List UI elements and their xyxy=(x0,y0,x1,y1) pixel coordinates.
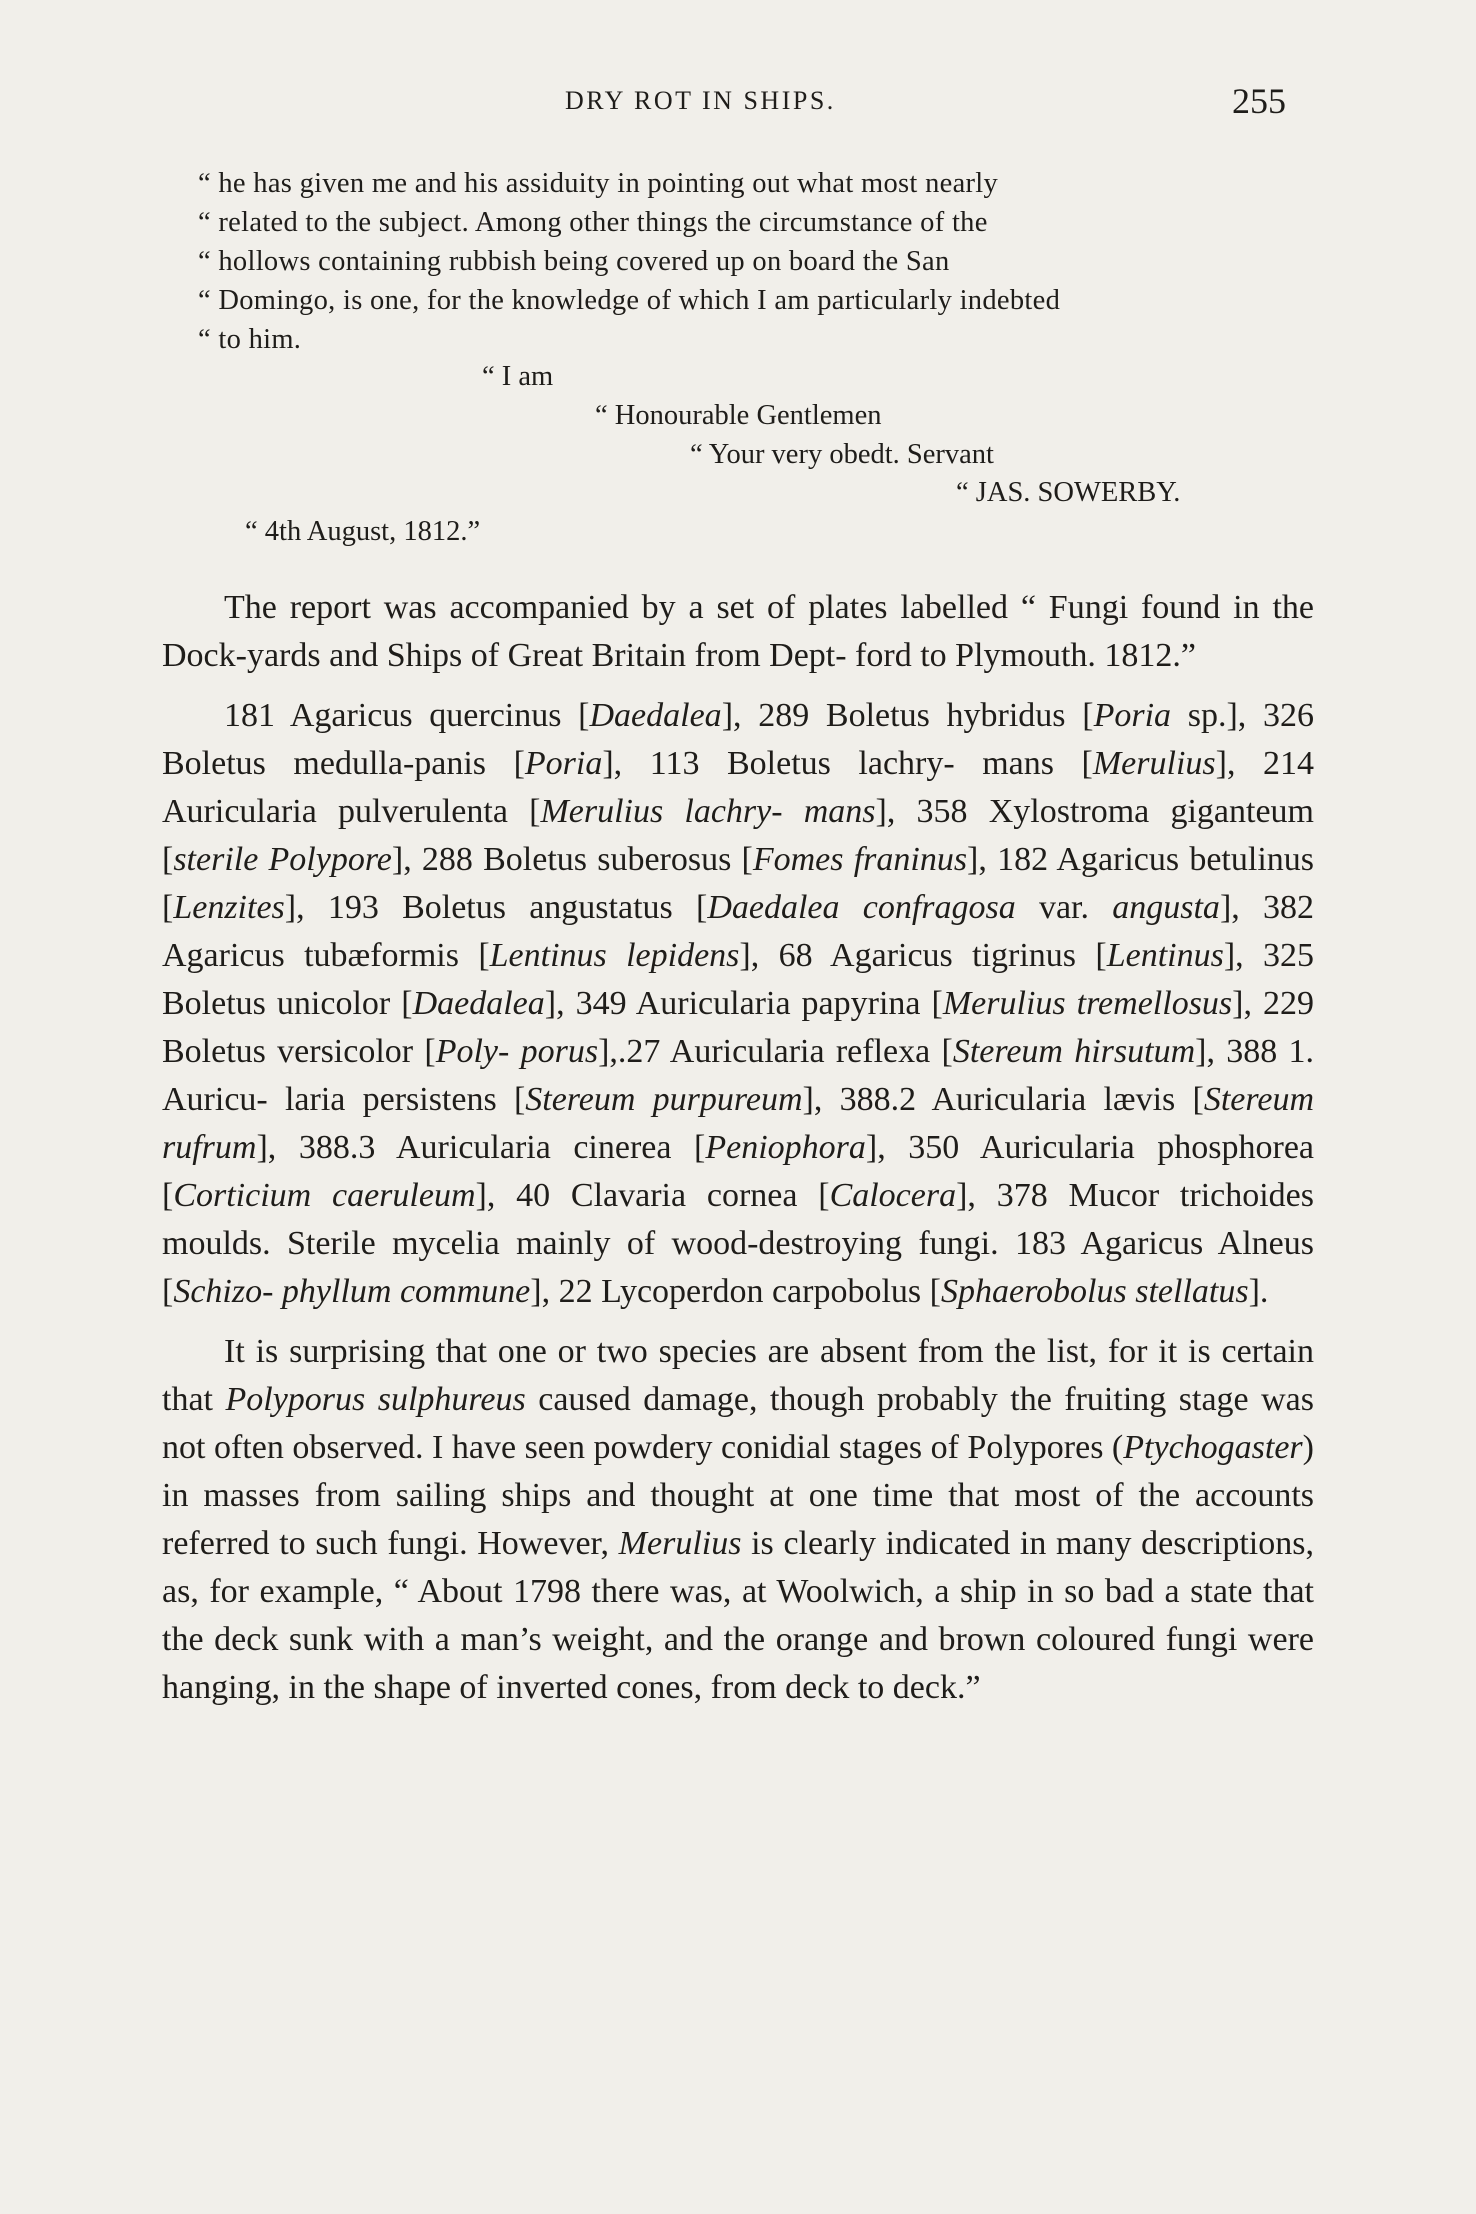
italic-taxon: Corticium caeruleum xyxy=(173,1177,476,1214)
italic-taxon: Merulius lachry- mans xyxy=(540,793,876,830)
italic-taxon: Daedalea xyxy=(412,985,545,1022)
text-run: is clearly indicated in many descriptions, as, for example, “ About 1798 there was, at Woolwich, a ship in so bad a state that the deck sunk with a man’s weight, and the orange and brown coloured fungi were hanging, in the shape of inverted cones, from deck to deck.” xyxy=(162,1525,1314,1706)
italic-taxon: Merulius xyxy=(618,1525,742,1562)
text-run: ], 40 Clavaria cornea [ xyxy=(475,1177,830,1214)
closing-date: “ 4th August, 1812.” xyxy=(245,516,481,547)
italic-taxon: Stereum purpureum xyxy=(525,1081,803,1118)
italic-taxon: Lentinus lepidens xyxy=(489,937,740,974)
text-run: ], 358 Xylostroma giganteum [ xyxy=(162,793,1314,878)
text-run: ], 113 Boletus lachry- mans [ xyxy=(602,745,1093,782)
text-run: var. xyxy=(1015,889,1113,926)
letter-line: “ hollows containing rubbish being covered up on board the San xyxy=(198,246,950,277)
letter-line: “ he has given me and his assiduity in pointing out what most nearly xyxy=(198,168,999,199)
text-run: ], 22 Lycoperdon carpobolus [ xyxy=(530,1273,941,1310)
italic-taxon: Merulius tremellosus xyxy=(942,985,1233,1022)
text-run: sp.], 326 Boletus medulla-panis [ xyxy=(162,697,1314,782)
italic-taxon: Peniophora xyxy=(705,1129,866,1166)
text-run: ],.27 Auricularia reflexa [ xyxy=(598,1033,953,1070)
paragraph-report: The report was accompanied by a set of plates labelled “ Fungi found in the Dock-yards and Ships of Great Britain from Dept- ford to Plymouth. 1812.” xyxy=(162,589,1314,674)
closing-servant: “ Your very obedt. Servant xyxy=(690,439,994,470)
text-run: It is surprising that one or two species are absent from the list, for it is certain that xyxy=(162,1333,1314,1418)
closing-signature: “ JAS. SOWERBY. xyxy=(956,477,1181,508)
closing-i-am: “ I am xyxy=(482,361,554,392)
letter-line: “ related to the subject. Among other things the circumstance of the xyxy=(198,207,988,238)
text-run: ], 325 Boletus unicolor [ xyxy=(162,937,1314,1022)
text-run: ], 193 Boletus angustatus [ xyxy=(284,889,708,926)
text-run: ], 68 Agaricus tigrinus [ xyxy=(739,937,1107,974)
text-run: ], 388 1. Auricu- laria persistens [ xyxy=(162,1033,1314,1118)
running-head xyxy=(0,81,1476,126)
italic-taxon: Polyporus sulphureus xyxy=(225,1381,526,1418)
italic-taxon: Lenzites xyxy=(173,889,285,926)
text-run: ) in masses from sailing ships and thought at one time that most of the accounts referred to such fungi. However, xyxy=(162,1429,1314,1562)
italic-taxon: Stereum hirsutum xyxy=(952,1033,1196,1070)
text-run: ], 378 Mucor trichoides moulds. Sterile mycelia mainly of wood-destroying fungi. 183 Agaricus Alneus [ xyxy=(162,1177,1314,1310)
italic-taxon: angusta xyxy=(1112,889,1220,926)
text-run: ], 382 Agaricus tubæformis [ xyxy=(162,889,1314,974)
text-run: ], 288 Boletus suberosus [ xyxy=(391,841,753,878)
running-title: DRY ROT IN SHIPS. xyxy=(565,86,836,115)
text-run: ], 388.2 Auricularia lævis [ xyxy=(802,1081,1204,1118)
italic-taxon: sterile Polypore xyxy=(173,841,392,878)
italic-taxon: Sphaerobolus stellatus xyxy=(940,1273,1249,1310)
italic-taxon: Daedalea confragosa xyxy=(707,889,1016,926)
italic-taxon: Stereum rufrum xyxy=(162,1081,1315,1166)
italic-taxon: Schizo- phyllum commune xyxy=(173,1273,531,1310)
italic-taxon: Ptychogaster xyxy=(1123,1429,1303,1466)
letter-line: “ Domingo, is one, for the knowledge of which I am particularly indebted xyxy=(198,285,1061,316)
text-run: ], 182 Agaricus betulinus [ xyxy=(162,841,1314,926)
text-run: 181 Agaricus quercinus [ xyxy=(224,697,590,734)
italic-taxon: Merulius xyxy=(1092,745,1216,782)
text-run: ], 350 Auricularia phosphorea [ xyxy=(162,1129,1314,1214)
species-list-paragraph xyxy=(162,692,1314,1316)
italic-taxon: Calocera xyxy=(829,1177,957,1214)
paragraph-commentary xyxy=(162,1328,1314,1712)
italic-taxon: Poly- porus xyxy=(435,1033,599,1070)
letter-excerpt xyxy=(198,164,1318,359)
italic-taxon: Fomes franinus xyxy=(752,841,968,878)
text-run: ], 229 Boletus versicolor [ xyxy=(162,985,1314,1070)
italic-taxon: Poria xyxy=(1093,697,1172,734)
closing-honourable: “ Honourable Gentlemen xyxy=(595,400,882,431)
text-run: ], 349 Auricularia papyrina [ xyxy=(544,985,943,1022)
italic-taxon: Lentinus xyxy=(1106,937,1224,974)
letter-line: “ to him. xyxy=(198,324,302,355)
text-run: ], 214 Auricularia pulverulenta [ xyxy=(162,745,1314,830)
italic-taxon: Poria xyxy=(524,745,603,782)
main-text xyxy=(162,584,1314,1712)
text-run: ]. xyxy=(1248,1273,1269,1310)
page-number: 255 xyxy=(1232,81,1286,121)
text-run: ], 388.3 Auricularia cinerea [ xyxy=(256,1129,706,1166)
italic-taxon: Daedalea xyxy=(589,697,722,734)
text-run: caused damage, though probably the fruiting stage was not often observed. I have seen powdery conidial stages of Polypores ( xyxy=(162,1381,1314,1466)
text-run: ], 289 Boletus hybridus [ xyxy=(721,697,1094,734)
